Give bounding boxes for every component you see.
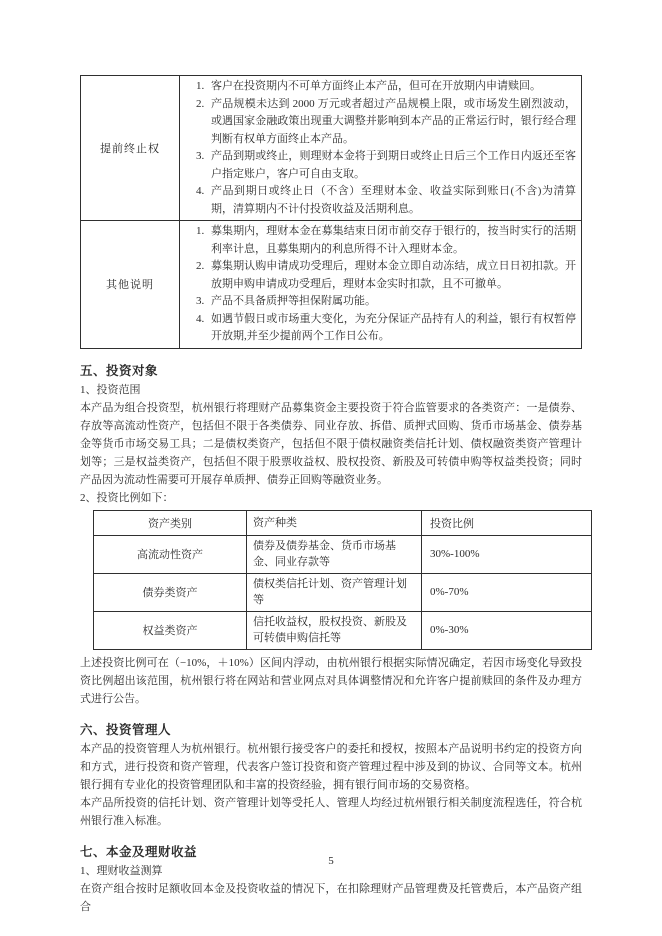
investment-ratio-table [93, 510, 592, 650]
col-header-asset-type: 资产种类 [247, 510, 422, 535]
ratio-cell: 30%-100% [422, 535, 592, 573]
clause-item: 2. 募集期认购申请成功受理后，理财本金立即自动冻结，成立日日初扣款。开放期申购申请成功受理后，理财本金实时扣款，且不可撤单。 [207, 258, 576, 293]
clause-item: 3. 产品不具备质押等担保附属功能。 [207, 293, 576, 311]
terms-row-label: 提前终止权 [81, 76, 180, 221]
terms-row-content [180, 221, 582, 349]
ratio-cell: 0%-70% [422, 573, 592, 611]
table-row-equity-assets [94, 611, 592, 649]
page-content [80, 75, 582, 916]
asset-class-cell: 权益类资产 [94, 611, 247, 649]
manager-paragraph-2: 本产品所投资的信托计划、资产管理计划等受托人、管理人均经过杭州银行相关制度流程选任，符合杭州银行准入标准。 [80, 796, 582, 827]
ratio-float-note: 上述投资比例可在（−10%，＋10%）区间内浮动，由杭州银行根据实际情况确定，若因市场变化导致投资比例超出该范围，杭州银行将在网站和营业网点对具体调整情况和允许客户提前赎回的条件及办理方式进行公告。 [80, 656, 582, 705]
terms-row-label: 其他说明 [81, 221, 180, 349]
asset-class-cell: 高流动性资产 [94, 535, 247, 573]
asset-type-cell: 债券及债券基金、货币市场基金、同业存款等 [247, 535, 422, 573]
section-5-heading: 五、投资对象 [80, 363, 159, 378]
sub-heading-investment-ratio: 2、投资比例如下： [80, 491, 174, 504]
asset-class-cell: 债券类资产 [94, 573, 247, 611]
ratio-cell: 0%-30% [422, 611, 592, 649]
terms-table [80, 75, 582, 349]
investment-scope-paragraph: 本产品为组合投资型，杭州银行将理财产品募集资金主要投资于符合监管要求的各类资产：一是债券、存放等高流动性资产，包括但不限于各类债券、同业存放、拆借、质押式回购、货币市场基金、债券基金等货币市场交易工具；二是债权类资产，包括但不限于债权融资类信托计划、债权融资类资产管理计划等；三是权益类资产，包括但不限于股票收益权、股权投资、新股及可转债申购等权益类投资；同时产品因为流动性需要可开展存单质押、债券正回购等融资业务。 [80, 401, 582, 486]
clause-item: 1. 客户在投资期内不可单方面终止本产品，但可在开放期内申请赎回。 [207, 78, 576, 96]
terms-row-content [180, 76, 582, 221]
page-number: 5 [328, 855, 334, 867]
clause-item: 3. 产品到期或终止，则理财本金将于到期日或终止日后三个工作日内返还至客户指定账户，客户可自由支取。 [207, 148, 576, 183]
sub-heading-income-calculation: 1、理财收益测算 [80, 864, 163, 877]
income-paragraph: 在资产组合按时足额收回本金及投资收益的情况下，在扣除理财产品管理费及托管费后，本产品资产组合 [80, 882, 582, 913]
clause-item: 4. 产品到期日或终止日（不含）至理财本金、收益实际到账日(不含)为清算期，清算期内不计付投资收益及活期利息。 [207, 183, 576, 218]
clause-list [180, 78, 576, 218]
table-row-bond-assets [94, 573, 592, 611]
col-header-asset-class: 资产类别 [94, 510, 247, 535]
col-header-ratio: 投资比例 [422, 510, 592, 535]
manager-paragraph-1: 本产品的投资管理人为杭州银行。杭州银行接受客户的委托和授权，按照本产品说明书约定的投资方向和方式，进行投资和资产管理，代表客户签订投资和资产管理过程中涉及到的协议、合同等文本。杭州银行拥有专业化的投资管理团队和丰富的投资经验，拥有银行间市场的交易资格。 [80, 742, 582, 791]
clause-list [180, 223, 576, 346]
section-6-heading: 六、投资管理人 [80, 722, 172, 737]
ratio-table-header-row [94, 510, 592, 535]
clause-item: 1. 募集期内，理财本金在募集结束日闭市前交存于银行的，按当时实行的活期利率计息，且募集期内的利息所得不计入理财本金。 [207, 223, 576, 258]
clause-item: 2. 产品规模未达到 2000 万元或者超过产品规模上限，或市场发生剧烈波动，或遇国家金融政策出现重大调整并影响到本产品的正常运行时，银行经合理判断有权单方面终止本产品。 [207, 96, 576, 149]
section-7-heading: 七、本金及理财收益 [80, 844, 198, 859]
clause-item: 4. 如遇节假日或市场重大变化，为充分保证产品持有人的利益，银行有权暂停开放期,并至少提前两个工作日公布。 [207, 311, 576, 346]
terms-row-early-termination [81, 76, 582, 221]
asset-type-cell: 债权类信托计划、资产管理计划等 [247, 573, 422, 611]
table-row-high-liquidity [94, 535, 592, 573]
terms-row-other-notes [81, 221, 582, 349]
sub-heading-investment-scope: 1、投资范围 [80, 383, 141, 396]
asset-type-cell: 信托收益权，股权投资、新股及可转债申购信托等 [247, 611, 422, 649]
